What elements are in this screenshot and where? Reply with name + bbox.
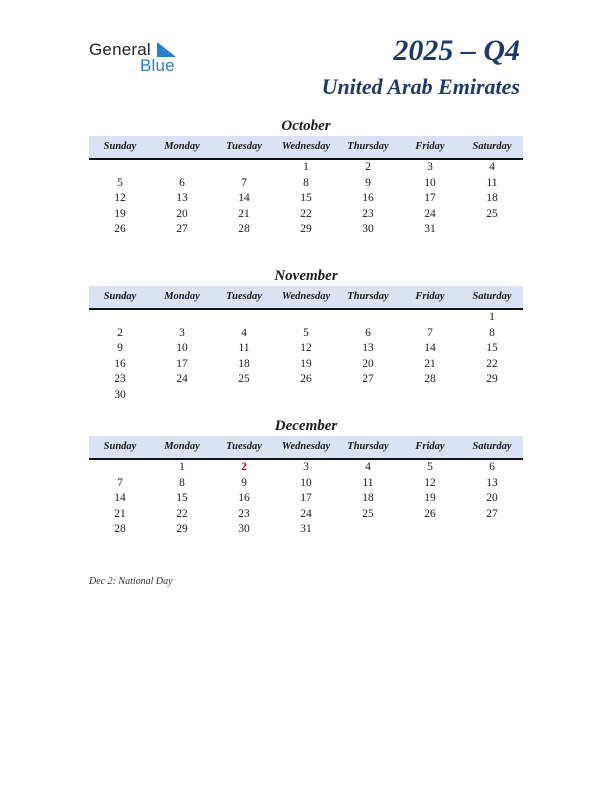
day-cell: 22	[300, 207, 312, 220]
day-cell: 25	[486, 207, 498, 220]
month-title: November	[274, 268, 338, 284]
day-cell: 3	[179, 326, 185, 339]
day-cell: 19	[300, 357, 312, 370]
month-title: December	[274, 418, 338, 434]
month-grid	[89, 160, 523, 238]
day-cell: 8	[179, 476, 185, 489]
day-cell: 18	[486, 192, 498, 204]
weekday-monday: Monday	[164, 441, 200, 452]
week-row	[89, 326, 523, 342]
empty-day-cell	[461, 522, 523, 538]
day-cell: 8	[303, 176, 309, 189]
day-cell: 27	[176, 223, 188, 235]
day-cell: 3	[427, 161, 433, 173]
day-cell: 1	[489, 311, 495, 323]
day-cell: 7	[427, 326, 433, 339]
day-cell: 14	[424, 342, 436, 354]
day-cell: 20	[486, 492, 498, 504]
weekday-sunday: Sunday	[103, 441, 137, 452]
day-cell: 25	[362, 507, 374, 520]
holiday-notes: Dec 2: National Day	[89, 576, 173, 587]
day-cell: 16	[362, 192, 374, 204]
week-row	[89, 207, 523, 223]
empty-day-cell	[337, 310, 399, 326]
day-cell: 5	[117, 176, 123, 189]
day-cell: 20	[362, 357, 374, 370]
weekday-sunday: Sunday	[103, 141, 137, 152]
day-cell: 2	[117, 326, 123, 339]
day-cell: 24	[424, 207, 436, 220]
day-cell: 9	[365, 176, 371, 189]
weekday-header	[89, 436, 523, 460]
day-cell: 2	[241, 461, 247, 473]
day-cell: 24	[300, 507, 312, 520]
week-row	[89, 357, 523, 373]
week-row	[89, 310, 523, 326]
day-cell: 19	[424, 492, 436, 504]
empty-day-cell	[151, 310, 213, 326]
week-row	[89, 372, 523, 388]
day-cell: 13	[176, 192, 188, 204]
day-cell: 6	[365, 326, 371, 339]
day-cell: 15	[176, 492, 188, 504]
week-row	[89, 491, 523, 507]
day-cell: 13	[486, 476, 498, 489]
week-row	[89, 460, 523, 476]
day-cell: 17	[424, 192, 436, 204]
day-cell: 24	[176, 373, 188, 385]
day-cell: 29	[486, 373, 498, 385]
weekday-sunday: Sunday	[103, 291, 137, 302]
day-cell: 14	[238, 192, 250, 204]
day-cell: 12	[114, 192, 126, 204]
month-october	[89, 116, 523, 238]
month-grid	[89, 460, 523, 538]
generalblue-logo	[89, 40, 189, 76]
weekday-tuesday: Tuesday	[226, 291, 262, 302]
day-cell: 29	[176, 523, 188, 535]
empty-day-cell	[275, 310, 337, 326]
day-cell: 12	[300, 342, 312, 354]
day-cell: 16	[238, 492, 250, 504]
day-cell: 1	[179, 461, 185, 473]
empty-day-cell	[89, 160, 151, 176]
day-cell: 19	[114, 207, 126, 220]
day-cell: 26	[300, 373, 312, 385]
day-cell: 20	[176, 207, 188, 220]
weekday-wednesday: Wednesday	[281, 441, 331, 452]
day-cell: 18	[362, 492, 374, 504]
page-title: 2025 – Q4	[393, 34, 520, 67]
weekday-thursday: Thursday	[347, 291, 389, 302]
weekday-saturday: Saturday	[472, 291, 512, 302]
day-cell: 10	[176, 342, 188, 354]
empty-day-cell	[151, 160, 213, 176]
day-cell: 26	[424, 507, 436, 520]
weekday-wednesday: Wednesday	[281, 141, 331, 152]
day-cell: 27	[362, 373, 374, 385]
day-cell: 11	[486, 176, 498, 189]
weekday-saturday: Saturday	[472, 441, 512, 452]
day-cell: 13	[362, 342, 374, 354]
day-cell: 23	[238, 507, 250, 520]
weekday-thursday: Thursday	[347, 441, 389, 452]
day-cell: 10	[424, 176, 436, 189]
day-cell: 28	[114, 523, 126, 535]
week-row	[89, 476, 523, 492]
day-cell: 12	[424, 476, 436, 489]
weekday-tuesday: Tuesday	[226, 141, 262, 152]
day-cell: 18	[238, 357, 250, 370]
week-row	[89, 191, 523, 207]
day-cell: 9	[117, 342, 123, 354]
month-grid	[89, 310, 523, 403]
empty-day-cell	[337, 388, 399, 404]
month-december	[89, 416, 523, 538]
day-cell: 16	[114, 357, 126, 370]
empty-day-cell	[399, 388, 461, 404]
day-cell: 7	[117, 476, 123, 489]
weekday-friday: Friday	[415, 291, 445, 302]
day-cell: 3	[303, 461, 309, 473]
empty-day-cell	[213, 310, 275, 326]
day-cell: 17	[176, 357, 188, 370]
empty-day-cell	[275, 388, 337, 404]
logo-text-blue: Blue	[140, 56, 175, 75]
day-cell: 9	[241, 476, 247, 489]
day-cell: 27	[486, 507, 498, 520]
weekday-wednesday: Wednesday	[281, 291, 331, 302]
day-cell: 31	[300, 523, 312, 535]
day-cell: 21	[424, 357, 436, 370]
weekday-monday: Monday	[164, 291, 200, 302]
empty-day-cell	[151, 388, 213, 404]
day-cell: 23	[114, 373, 126, 385]
day-cell: 21	[114, 507, 126, 520]
day-cell: 29	[300, 223, 312, 235]
week-row	[89, 160, 523, 176]
day-cell: 11	[362, 476, 374, 489]
weekday-tuesday: Tuesday	[226, 441, 262, 452]
month-november	[89, 266, 523, 403]
week-row	[89, 507, 523, 523]
day-cell: 5	[303, 326, 309, 339]
empty-day-cell	[213, 388, 275, 404]
day-cell: 25	[238, 373, 250, 385]
week-row	[89, 341, 523, 357]
day-cell: 10	[300, 476, 312, 489]
week-row	[89, 176, 523, 192]
day-cell: 5	[427, 461, 433, 473]
weekday-header	[89, 286, 523, 310]
day-cell: 22	[486, 357, 498, 370]
day-cell: 22	[176, 507, 188, 520]
day-cell: 30	[238, 523, 250, 535]
week-row	[89, 222, 523, 238]
weekday-friday: Friday	[415, 441, 445, 452]
day-cell: 4	[489, 161, 495, 173]
empty-day-cell	[399, 522, 461, 538]
week-row	[89, 388, 523, 404]
weekday-thursday: Thursday	[347, 141, 389, 152]
day-cell: 11	[238, 342, 250, 354]
day-cell: 15	[300, 192, 312, 204]
logo-text-general: General	[89, 40, 151, 59]
day-cell: 31	[424, 223, 436, 235]
empty-day-cell	[89, 310, 151, 326]
day-cell: 17	[300, 492, 312, 504]
day-cell: 1	[303, 161, 309, 173]
weekday-friday: Friday	[415, 141, 445, 152]
day-cell: 23	[362, 207, 374, 220]
empty-day-cell	[399, 310, 461, 326]
day-cell: 4	[365, 461, 371, 473]
country-subtitle: United Arab Emirates	[321, 74, 520, 99]
day-cell: 30	[114, 388, 126, 401]
day-cell: 2	[365, 161, 371, 173]
day-cell: 28	[238, 223, 250, 235]
day-cell: 4	[241, 326, 247, 339]
day-cell: 15	[486, 342, 498, 354]
day-cell: 6	[179, 176, 185, 189]
day-cell: 30	[362, 223, 374, 235]
day-cell: 28	[424, 373, 436, 385]
day-cell: 8	[489, 326, 495, 339]
empty-day-cell	[461, 222, 523, 238]
month-title: October	[281, 118, 331, 134]
empty-day-cell	[89, 460, 151, 476]
weekday-saturday: Saturday	[472, 141, 512, 152]
weekday-monday: Monday	[164, 141, 200, 152]
day-cell: 21	[238, 207, 250, 220]
empty-day-cell	[461, 388, 523, 404]
day-cell: 26	[114, 223, 126, 235]
day-cell: 6	[489, 461, 495, 473]
empty-day-cell	[213, 160, 275, 176]
weekday-header	[89, 136, 523, 160]
empty-day-cell	[337, 522, 399, 538]
day-cell: 14	[114, 492, 126, 504]
day-cell: 7	[241, 176, 247, 189]
week-row	[89, 522, 523, 538]
